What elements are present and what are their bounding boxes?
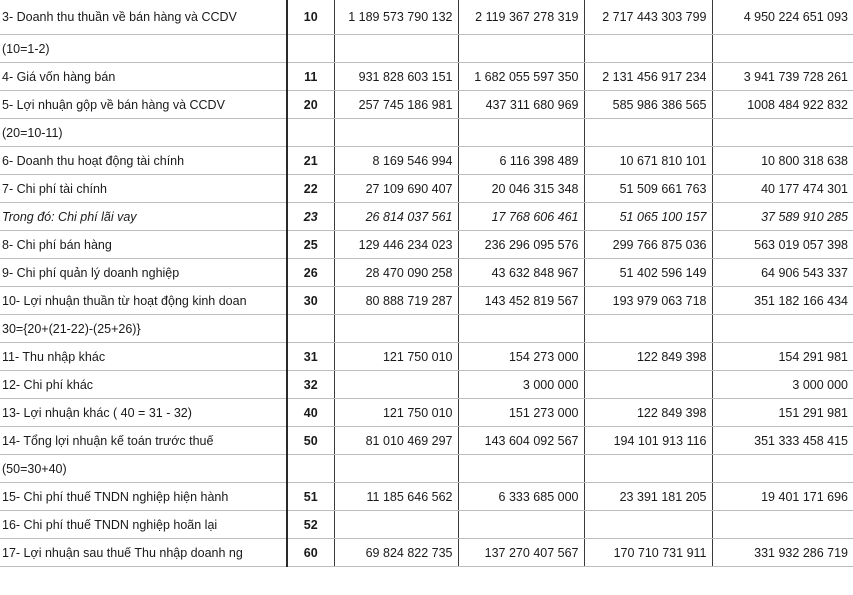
table-row bbox=[0, 511, 853, 539]
item-cell: 5- Lợi nhuận gộp về bán hàng và CCDV bbox=[0, 91, 287, 119]
code-cell: 11 bbox=[287, 63, 334, 91]
code-cell bbox=[287, 315, 334, 343]
value-cell: 143 604 092 567 bbox=[458, 427, 584, 455]
value-cell: 1 189 573 790 132 bbox=[334, 0, 458, 35]
item-cell: 10- Lợi nhuận thuần từ hoạt động kinh doan bbox=[0, 287, 287, 315]
value-cell: 3 000 000 bbox=[458, 371, 584, 399]
value-cell: 143 452 819 567 bbox=[458, 287, 584, 315]
table-row bbox=[0, 175, 853, 203]
value-cell: 931 828 603 151 bbox=[334, 63, 458, 91]
value-cell: 154 273 000 bbox=[458, 343, 584, 371]
item-cell: 3- Doanh thu thuần về bán hàng và CCDV bbox=[0, 0, 287, 35]
value-cell: 19 401 171 696 bbox=[712, 483, 853, 511]
value-cell: 10 800 318 638 bbox=[712, 147, 853, 175]
code-cell bbox=[287, 119, 334, 147]
value-cell bbox=[584, 315, 712, 343]
value-cell bbox=[584, 455, 712, 483]
value-cell bbox=[584, 119, 712, 147]
value-cell: 6 116 398 489 bbox=[458, 147, 584, 175]
value-cell bbox=[712, 511, 853, 539]
value-cell: 69 824 822 735 bbox=[334, 539, 458, 567]
value-cell: 299 766 875 036 bbox=[584, 231, 712, 259]
value-cell bbox=[334, 455, 458, 483]
value-cell: 437 311 680 969 bbox=[458, 91, 584, 119]
item-cell: 9- Chi phí quản lý doanh nghiệp bbox=[0, 259, 287, 287]
value-cell: 151 273 000 bbox=[458, 399, 584, 427]
table-row bbox=[0, 231, 853, 259]
value-cell: 129 446 234 023 bbox=[334, 231, 458, 259]
value-cell: 585 986 386 565 bbox=[584, 91, 712, 119]
item-cell: 6- Doanh thu hoạt động tài chính bbox=[0, 147, 287, 175]
table-row bbox=[0, 63, 853, 91]
item-cell: (10=1-2) bbox=[0, 35, 287, 63]
value-cell bbox=[584, 511, 712, 539]
value-cell: 40 177 474 301 bbox=[712, 175, 853, 203]
value-cell bbox=[712, 35, 853, 63]
value-cell: 170 710 731 911 bbox=[584, 539, 712, 567]
table-row bbox=[0, 343, 853, 371]
item-cell: 14- Tổng lợi nhuận kế toán trước thuế bbox=[0, 427, 287, 455]
item-cell: 12- Chi phí khác bbox=[0, 371, 287, 399]
value-cell: 81 010 469 297 bbox=[334, 427, 458, 455]
code-cell: 52 bbox=[287, 511, 334, 539]
value-cell bbox=[458, 511, 584, 539]
value-cell: 137 270 407 567 bbox=[458, 539, 584, 567]
table-row bbox=[0, 455, 853, 483]
table-row bbox=[0, 371, 853, 399]
value-cell: 27 109 690 407 bbox=[334, 175, 458, 203]
item-cell: 11- Thu nhập khác bbox=[0, 343, 287, 371]
item-cell: (50=30+40) bbox=[0, 455, 287, 483]
code-cell: 30 bbox=[287, 287, 334, 315]
table-row bbox=[0, 427, 853, 455]
value-cell: 194 101 913 116 bbox=[584, 427, 712, 455]
value-cell: 20 046 315 348 bbox=[458, 175, 584, 203]
item-cell: 16- Chi phí thuế TNDN nghiệp hoãn lại bbox=[0, 511, 287, 539]
code-cell bbox=[287, 455, 334, 483]
value-cell bbox=[584, 371, 712, 399]
value-cell: 80 888 719 287 bbox=[334, 287, 458, 315]
value-cell bbox=[334, 371, 458, 399]
value-cell: 2 131 456 917 234 bbox=[584, 63, 712, 91]
value-cell: 10 671 810 101 bbox=[584, 147, 712, 175]
item-cell: Trong đó: Chi phí lãi vay bbox=[0, 203, 287, 231]
value-cell: 563 019 057 398 bbox=[712, 231, 853, 259]
value-cell: 121 750 010 bbox=[334, 399, 458, 427]
value-cell: 331 932 286 719 bbox=[712, 539, 853, 567]
table-row bbox=[0, 259, 853, 287]
table-row bbox=[0, 399, 853, 427]
table-row bbox=[0, 119, 853, 147]
item-cell: 17- Lợi nhuận sau thuế Thu nhập doanh ng bbox=[0, 539, 287, 567]
value-cell: 3 000 000 bbox=[712, 371, 853, 399]
value-cell: 151 291 981 bbox=[712, 399, 853, 427]
code-cell: 60 bbox=[287, 539, 334, 567]
code-cell: 21 bbox=[287, 147, 334, 175]
value-cell: 43 632 848 967 bbox=[458, 259, 584, 287]
item-cell: 30={20+(21-22)-(25+26)} bbox=[0, 315, 287, 343]
value-cell: 17 768 606 461 bbox=[458, 203, 584, 231]
table-row bbox=[0, 91, 853, 119]
table-row bbox=[0, 0, 853, 35]
value-cell: 51 065 100 157 bbox=[584, 203, 712, 231]
value-cell bbox=[458, 315, 584, 343]
table-row bbox=[0, 287, 853, 315]
value-cell bbox=[334, 315, 458, 343]
table-row bbox=[0, 539, 853, 567]
value-cell: 11 185 646 562 bbox=[334, 483, 458, 511]
value-cell: 121 750 010 bbox=[334, 343, 458, 371]
code-cell: 26 bbox=[287, 259, 334, 287]
value-cell: 1 682 055 597 350 bbox=[458, 63, 584, 91]
code-cell: 32 bbox=[287, 371, 334, 399]
value-cell: 6 333 685 000 bbox=[458, 483, 584, 511]
value-cell bbox=[712, 119, 853, 147]
item-cell: (20=10-11) bbox=[0, 119, 287, 147]
value-cell bbox=[712, 315, 853, 343]
code-cell: 20 bbox=[287, 91, 334, 119]
value-cell bbox=[334, 35, 458, 63]
value-cell bbox=[458, 455, 584, 483]
item-cell: 13- Lợi nhuận khác ( 40 = 31 - 32) bbox=[0, 399, 287, 427]
value-cell: 257 745 186 981 bbox=[334, 91, 458, 119]
value-cell: 122 849 398 bbox=[584, 399, 712, 427]
item-cell: 7- Chi phí tài chính bbox=[0, 175, 287, 203]
value-cell: 351 333 458 415 bbox=[712, 427, 853, 455]
value-cell: 8 169 546 994 bbox=[334, 147, 458, 175]
value-cell: 2 717 443 303 799 bbox=[584, 0, 712, 35]
item-cell: 8- Chi phí bán hàng bbox=[0, 231, 287, 259]
value-cell: 37 589 910 285 bbox=[712, 203, 853, 231]
value-cell: 122 849 398 bbox=[584, 343, 712, 371]
item-cell: 4- Giá vốn hàng bán bbox=[0, 63, 287, 91]
value-cell bbox=[458, 119, 584, 147]
value-cell: 4 950 224 651 093 bbox=[712, 0, 853, 35]
value-cell bbox=[458, 35, 584, 63]
table-row bbox=[0, 203, 853, 231]
table-row bbox=[0, 147, 853, 175]
value-cell bbox=[334, 511, 458, 539]
value-cell: 51 402 596 149 bbox=[584, 259, 712, 287]
value-cell: 193 979 063 718 bbox=[584, 287, 712, 315]
table-row bbox=[0, 483, 853, 511]
code-cell bbox=[287, 35, 334, 63]
value-cell: 23 391 181 205 bbox=[584, 483, 712, 511]
value-cell: 351 182 166 434 bbox=[712, 287, 853, 315]
code-cell: 25 bbox=[287, 231, 334, 259]
code-cell: 40 bbox=[287, 399, 334, 427]
value-cell bbox=[334, 119, 458, 147]
value-cell bbox=[712, 455, 853, 483]
value-cell: 3 941 739 728 261 bbox=[712, 63, 853, 91]
value-cell: 2 119 367 278 319 bbox=[458, 0, 584, 35]
value-cell: 236 296 095 576 bbox=[458, 231, 584, 259]
code-cell: 10 bbox=[287, 0, 334, 35]
code-cell: 22 bbox=[287, 175, 334, 203]
value-cell: 64 906 543 337 bbox=[712, 259, 853, 287]
value-cell: 1008 484 922 832 bbox=[712, 91, 853, 119]
code-cell: 51 bbox=[287, 483, 334, 511]
code-cell: 31 bbox=[287, 343, 334, 371]
value-cell: 51 509 661 763 bbox=[584, 175, 712, 203]
table-row bbox=[0, 35, 853, 63]
code-cell: 50 bbox=[287, 427, 334, 455]
table-row bbox=[0, 315, 853, 343]
value-cell: 28 470 090 258 bbox=[334, 259, 458, 287]
value-cell bbox=[584, 35, 712, 63]
value-cell: 26 814 037 561 bbox=[334, 203, 458, 231]
code-cell: 23 bbox=[287, 203, 334, 231]
value-cell: 154 291 981 bbox=[712, 343, 853, 371]
item-cell: 15- Chi phí thuế TNDN nghiệp hiện hành bbox=[0, 483, 287, 511]
